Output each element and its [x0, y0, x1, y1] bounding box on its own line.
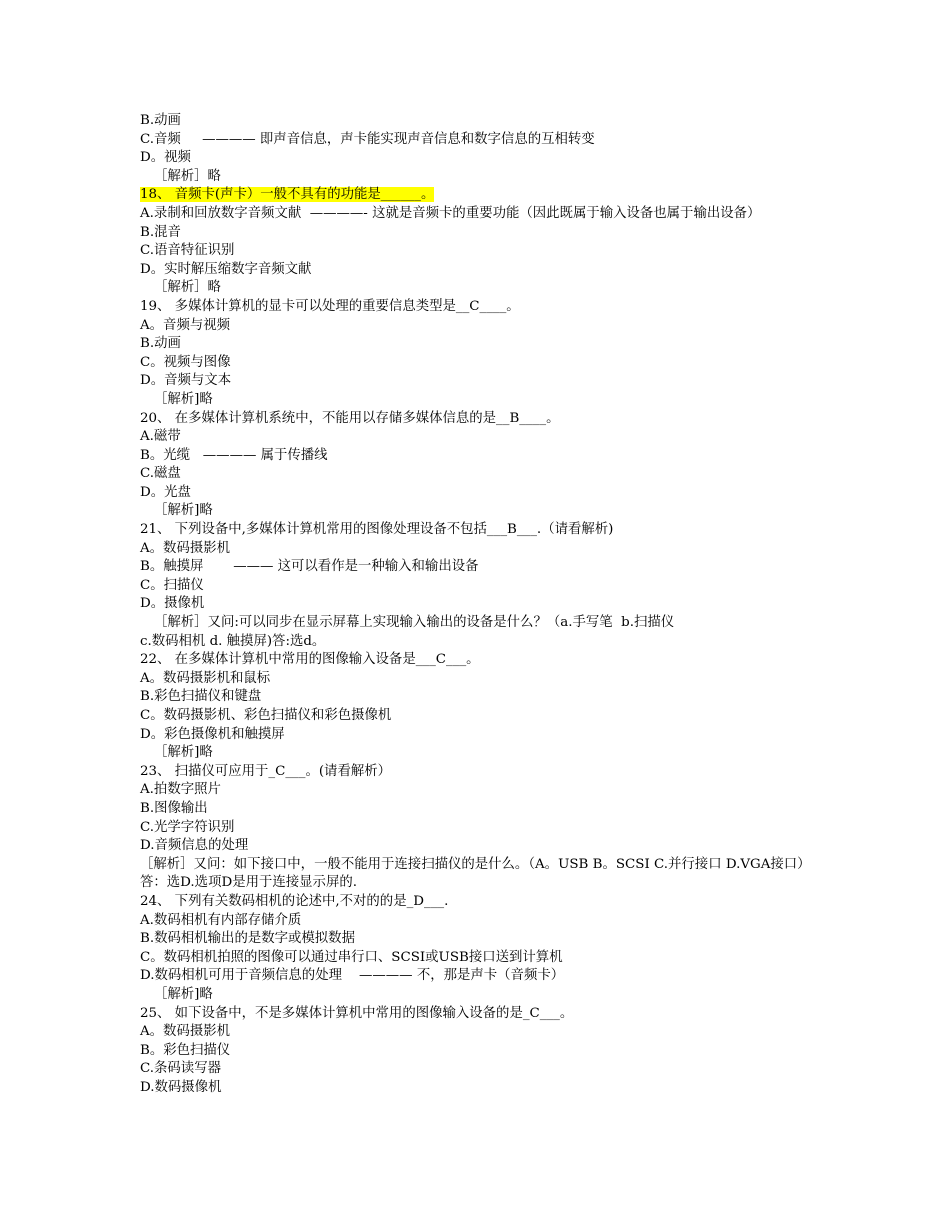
question-24: 24、 下列有关数码相机的论述中,不对的的是_D___.	[140, 893, 449, 909]
option-22-a: A。数码摄影机和鼠标	[140, 670, 271, 686]
analysis-24: ［解析]略	[154, 986, 213, 1002]
option-18-b: B.混音	[140, 224, 181, 240]
option-21-c: C。扫描仪	[140, 577, 204, 593]
analysis-21: ［解析］又问:可以同步在显示屏幕上实现输入输出的设备是什么？（a.手写笔 b.扫描仪	[154, 615, 675, 631]
option-17-c: C.音频 ———— 即声音信息，声卡能实现声音信息和数字信息的互相转变	[140, 131, 595, 147]
option-21-b: B。触摸屏 ——— 这可以看作是一种输入和输出设备	[140, 559, 479, 575]
option-19-b: B.动画	[140, 336, 181, 352]
option-20-a: A.磁带	[140, 429, 181, 445]
option-22-c: C。数码摄影机、彩色扫描仪和彩色摄像机	[140, 708, 392, 723]
option-17-d: D。视频	[140, 150, 191, 166]
analysis-19: ［解析]略	[154, 391, 213, 407]
analysis-17: ［解析］略	[154, 168, 221, 184]
option-23-d: D.音频信息的处理	[140, 838, 249, 854]
analysis-21-cont: c.数码相机 d. 触摸屏)答:选d。	[140, 633, 326, 649]
option-17-b: B.动画	[140, 113, 181, 128]
option-19-c: C。视频与图像	[140, 354, 231, 370]
question-21: 21、 下列设备中,多媒体计算机常用的图像处理设备不包括___B___.（请看解析)	[140, 522, 614, 538]
option-23-a: A.拍数字照片	[140, 782, 221, 798]
option-20-d: D。光盘	[140, 484, 191, 500]
document-page	[140, 112, 820, 1097]
option-22-b: B.彩色扫描仪和键盘	[140, 689, 262, 705]
question-18	[140, 186, 820, 205]
question-18-highlight: 18、 音频卡(声卡）一般不具有的功能是______。	[140, 187, 435, 203]
option-22-d: D。彩色摄像机和触摸屏	[140, 726, 285, 742]
question-19: 19、 多媒体计算机的显卡可以处理的重要信息类型是__C____。	[140, 298, 520, 314]
option-20-b: B。光缆 ———— 属于传播线	[140, 447, 328, 463]
option-21-d: D。摄像机	[140, 596, 205, 612]
analysis-22: ［解析]略	[154, 745, 213, 761]
option-24-c: C。数码相机拍照的图像可以通过串行口、SCSI或USB接口送到计算机	[140, 949, 563, 965]
question-25: 25、 如下设备中，不是多媒体计算机中常用的图像输入设备的是_C___。	[140, 1005, 574, 1021]
analysis-18: ［解析］略	[154, 280, 221, 296]
question-20: 20、 在多媒体计算机系统中，不能用以存储多媒体信息的是__B____。	[140, 410, 560, 426]
question-23: 23、 扫描仪可应用于_C___。(请看解析）	[140, 763, 392, 779]
option-19-d: D。音频与文本	[140, 373, 232, 389]
option-25-b: B。彩色扫描仪	[140, 1042, 231, 1058]
option-25-a: A。数码摄影机	[140, 1024, 231, 1040]
analysis-23: ［解析］又问：如下接口中，一般不能用于连接扫描仪的是什么。（A。USB B。SCSI C.并行接口 D.VGA接口）答：选D.选项D是用于连接显示屏的.	[140, 856, 811, 891]
option-20-c: C.磁盘	[140, 466, 181, 482]
option-24-a: A.数码相机有内部存储介质	[140, 912, 302, 928]
option-18-d: D。实时解压缩数字音频文献	[140, 261, 312, 277]
option-21-a: A。数码摄影机	[140, 540, 231, 556]
option-18-a: A.录制和回放数字音频文献 ————- 这就是音频卡的重要功能（因此既属于输入设备也属于输出设备）	[140, 205, 761, 221]
option-18-c: C.语音特征识别	[140, 243, 235, 259]
question-22: 22、 在多媒体计算机中常用的图像输入设备是___C___。	[140, 652, 480, 668]
option-25-d: D.数码摄像机	[140, 1079, 222, 1095]
option-23-c: C.光学字符识别	[140, 819, 235, 835]
option-23-b: B.图像输出	[140, 800, 208, 816]
option-19-a: A。音频与视频	[140, 317, 231, 333]
analysis-20: ［解析]略	[154, 503, 213, 519]
option-24-b: B.数码相机输出的是数字或模拟数据	[140, 931, 355, 947]
option-25-c: C.条码读写器	[140, 1061, 221, 1077]
option-24-d: D.数码相机可用于音频信息的处理 ———— 不，那是声卡（音频卡）	[140, 968, 565, 984]
